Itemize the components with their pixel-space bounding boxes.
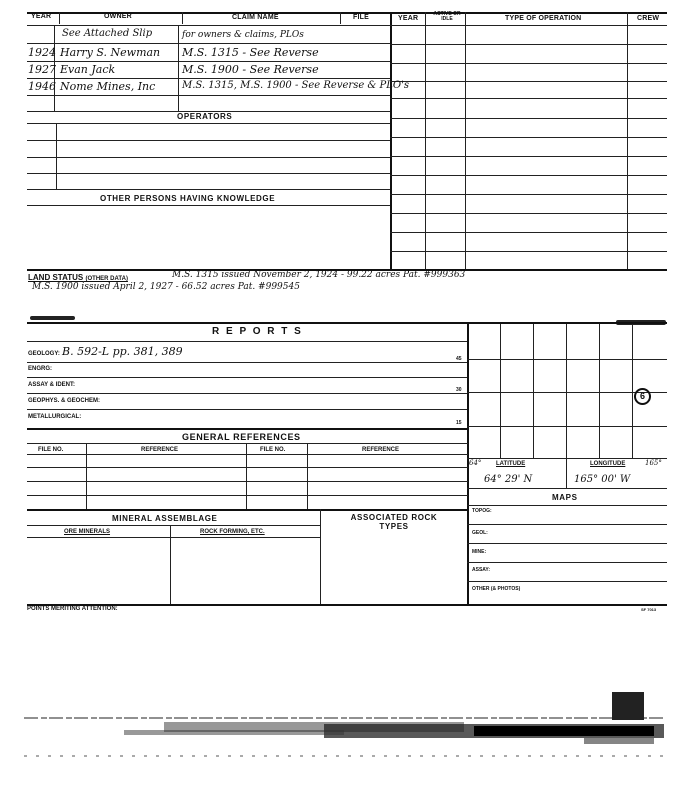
points-meriting-attention-label: POINTS MERITING ATTENTION: [27,606,118,612]
rule [27,123,390,124]
rule [27,173,390,174]
metallurgical-label: METALLURGICAL: [28,414,82,420]
rule [390,194,667,195]
rule [390,251,667,252]
land-status-label [28,273,128,282]
owner-row-attached-slip: See Attached Slip [62,28,153,39]
col-header-file: FILE [353,14,369,21]
divider [500,324,501,458]
rule [27,78,390,79]
scan-noise-band [24,712,666,772]
divider [182,12,183,24]
geophys-geochem-label: GEOPHYS. & GEOCHEM: [28,398,101,404]
longitude-value: 165° 00' W [574,474,631,485]
rule [390,156,667,157]
reports-heading: R E P O R T S [212,326,303,337]
rule [27,467,468,468]
rule [467,524,667,525]
rule [27,604,667,606]
rule [27,509,468,511]
scan-smudge [30,316,75,320]
rule [27,537,320,538]
divider [59,12,60,24]
col-header-year: YEAR [31,13,52,20]
geology-value: B. 592-L pp. 381, 389 [62,345,183,358]
rule [390,213,667,214]
grid-location-marker: 6 [634,388,651,405]
divider [533,324,534,458]
rule [467,543,667,544]
latitude-value: 64° 29' N [484,474,533,485]
land-status-line2: M.S. 1900 issued April 2, 1927 - 66.52 acres Pat. #999545 [32,282,300,292]
rule [27,481,468,482]
maps-assay-label: ASSAY: [472,567,491,573]
col-header-owner: OWNER [104,13,132,20]
col-header-type-of-operation: TYPE OF OPERATION [505,15,582,22]
divider [56,123,57,189]
divider [566,458,567,488]
grid-number-15: 15 [456,420,462,426]
assay-ident-label: ASSAY & IDENT: [28,382,76,388]
owner-row-1924-year: 1924 [28,46,56,59]
rule [390,232,667,233]
rule [27,495,468,496]
rule [390,137,667,138]
rule [27,43,390,44]
rule [390,98,667,99]
grid-number-30: 30 [456,387,462,393]
rule [27,454,468,455]
divider [307,443,308,509]
rule [467,458,667,459]
rule [467,426,667,427]
rule [27,95,390,96]
ref-col-reference: REFERENCE [141,447,179,453]
ore-minerals-label: ORE MINERALS [64,529,111,535]
latitude-label: LATITUDE [496,461,526,467]
land-status-title: LAND STATUS [28,273,84,282]
rule [390,63,667,64]
rule [27,393,468,394]
owner-row-1946-owner: Nome Mines, Inc [60,80,156,93]
divider [86,443,87,509]
grid-number-45: 45 [456,356,462,362]
rule [27,157,390,158]
divider [246,443,247,509]
owner-row-1927-claim: M.S. 1900 - See Reverse [182,63,319,76]
col-header-year2: YEAR [398,15,419,22]
general-references-heading: GENERAL REFERENCES [182,432,301,442]
land-status-sublabel: (OTHER DATA) [85,276,128,282]
long-prefix: 165° [645,459,662,467]
maps-mine-label: MINE: [472,549,487,555]
maps-geol-label: GEOL: [472,530,488,536]
rule [27,362,468,363]
rule [390,44,667,45]
rule [390,118,667,119]
divider [340,12,341,24]
rule [467,359,667,360]
longitude-label: LONGITUDE [590,461,626,467]
rule [390,81,667,82]
divider [178,25,179,111]
rule [467,562,667,563]
rock-forming-label: ROCK FORMING, ETC. [200,529,265,535]
rule [27,409,468,410]
ref-col-reference-2: REFERENCE [362,447,400,453]
other-persons-heading: OTHER PERSONS HAVING KNOWLEDGE [100,194,276,203]
rule [27,428,468,430]
associated-rock-types-heading: ASSOCIATED ROCK TYPES [350,513,438,531]
rule [27,25,667,26]
owner-row-1946-claim: M.S. 1315, M.S. 1900 - See Reverse & PLO's [182,80,409,91]
owner-row-1927-owner: Evan Jack [60,63,116,76]
rule [27,322,667,324]
rule [27,525,320,526]
rule [467,581,667,582]
owner-row-1924-owner: Harry S. Newman [60,46,161,59]
rule [27,205,390,206]
col-header-active-idle: ACTIVE OR IDLE [433,11,461,22]
lat-prefix: 64° [469,459,482,467]
rule [27,140,390,141]
form-number: SF 7013 [641,607,657,612]
rule [390,175,667,176]
geology-label: GEOLOGY: [28,351,60,357]
divider [320,509,321,605]
maps-other-label: OTHER (& PHOTOS) [472,586,521,592]
rule [467,488,667,489]
ref-col-file-no-2: FILE NO. [260,447,286,453]
rule [27,377,468,378]
ref-col-file-no: FILE NO. [38,447,64,453]
rule [27,443,468,444]
divider [599,324,600,458]
col-header-claim-name: CLAIM NAME [232,14,279,21]
mineral-assemblage-heading: MINERAL ASSEMBLAGE [112,514,218,523]
owner-row-claims-note: for owners & claims, PLOs [182,30,304,40]
owner-row-1927-year: 1927 [28,63,56,76]
engrg-label: ENGRG: [28,366,52,372]
owner-row-1946-year: 1946 [28,80,56,93]
operators-heading: OPERATORS [177,112,233,121]
rule [467,505,667,506]
rule [27,189,390,190]
maps-heading: MAPS [552,493,578,502]
divider [632,324,633,458]
divider [566,324,567,458]
rule [27,61,390,62]
maps-topog-label: TOPOG: [472,508,492,514]
col-header-crew: CREW [637,15,660,22]
rule [27,341,468,342]
owner-row-1924-claim: M.S. 1315 - See Reverse [182,46,319,59]
land-status-line1: M.S. 1315 issued November 2, 1924 - 99.22 acres Pat. #999363 [172,270,466,280]
